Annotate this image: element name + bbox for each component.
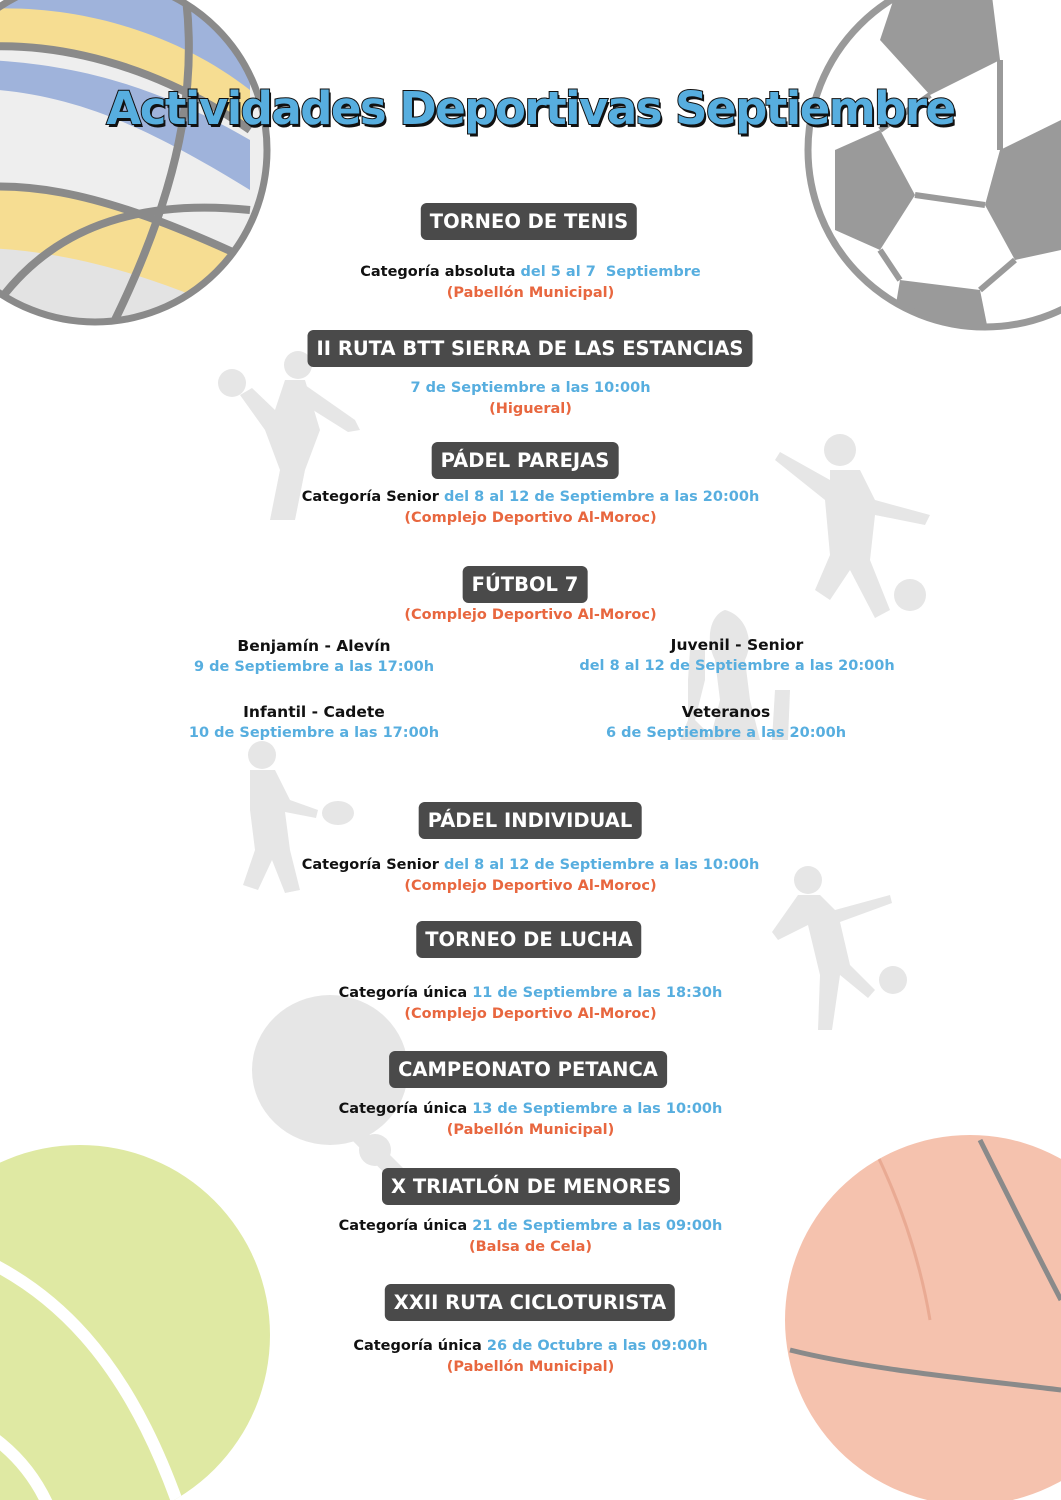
event-date: del 8 al 12 de Septiembre a las 20:00h <box>443 489 760 505</box>
event-place: (Higueral) <box>489 401 572 417</box>
event-category: Categoría única <box>338 985 468 1001</box>
futbol-group-infantil-cadete <box>189 703 439 741</box>
group-date: 10 de Septiembre a las 17:00h <box>188 725 440 741</box>
event-details <box>0 1338 1061 1354</box>
group-date: 9 de Septiembre a las 17:00h <box>193 659 435 675</box>
group-date: del 8 al 12 de Septiembre a las 20:00h <box>579 658 895 674</box>
event-details <box>0 264 1061 280</box>
event-category: Categoría única <box>353 1338 482 1354</box>
futbol-group-benjamin-alevin <box>194 637 434 675</box>
event-place: (Pabellón Municipal) <box>446 1122 615 1138</box>
tennis-ball-icon <box>0 1145 270 1500</box>
event-details <box>0 857 1061 873</box>
event-category: Categoría única <box>338 1101 468 1117</box>
event-title: X TRIATLÓN DE MENORES <box>382 1168 680 1205</box>
event-category: Categoría Senior <box>301 857 439 873</box>
event-title: PÁDEL INDIVIDUAL <box>419 802 642 839</box>
futbol-group-juvenil-senior <box>579 636 894 674</box>
event-place: (Complejo Deportivo Al-Moroc) <box>404 607 657 623</box>
event-date: 21 de Septiembre a las 09:00h <box>472 1218 723 1234</box>
event-date: 13 de Septiembre a las 10:00h <box>472 1101 723 1117</box>
event-category: Categoría única <box>338 1218 468 1234</box>
event-category: Categoría absoluta <box>360 264 516 280</box>
group-name: Veteranos <box>681 703 771 721</box>
event-details <box>0 1218 1061 1234</box>
event-place: (Complejo Deportivo Al-Moroc) <box>404 878 657 894</box>
event-place: (Complejo Deportivo Al-Moroc) <box>404 1006 657 1022</box>
event-title: CAMPEONATO PETANCA <box>389 1051 667 1088</box>
group-name: Juvenil - Senior <box>670 636 804 654</box>
event-date: 11 de Septiembre a las 18:30h <box>472 985 723 1001</box>
event-date: del 8 al 12 de Septiembre a las 10:00h <box>443 857 760 873</box>
event-title: TORNEO DE TENIS <box>421 203 637 240</box>
ping-pong-paddle-silhouette <box>252 995 410 1187</box>
page-title: Actividades Deportivas Septiembre <box>106 82 955 135</box>
event-title: XXII RUTA CICLOTURISTA <box>385 1284 675 1321</box>
event-place: (Pabellón Municipal) <box>446 1359 615 1375</box>
event-place: (Complejo Deportivo Al-Moroc) <box>404 510 657 526</box>
event-details <box>0 985 1061 1001</box>
soccer-player-silhouette <box>775 434 930 618</box>
group-date: 6 de Septiembre a las 20:00h <box>605 725 847 741</box>
group-name: Benjamín - Alevín <box>237 637 391 655</box>
event-place: (Pabellón Municipal) <box>446 285 615 301</box>
volleyball-icon <box>0 0 270 330</box>
event-date: 26 de Octubre a las 09:00h <box>486 1338 708 1354</box>
group-name: Infantil - Cadete <box>243 703 385 721</box>
futbol-group-veteranos <box>606 703 846 741</box>
event-title: FÚTBOL 7 <box>463 566 588 603</box>
event-title: TORNEO DE LUCHA <box>416 921 641 958</box>
event-place: (Balsa de Cela) <box>468 1239 593 1255</box>
basketball-icon <box>785 1135 1061 1500</box>
event-title: II RUTA BTT SIERRA DE LAS ESTANCIAS <box>308 330 753 367</box>
event-category: Categoría Senior <box>301 489 439 505</box>
event-details <box>0 1101 1061 1117</box>
event-title: PÁDEL PAREJAS <box>432 442 619 479</box>
event-date: 7 de Septiembre a las 10:00h <box>410 380 651 396</box>
event-date: del 5 al 7 Septiembre <box>520 264 701 280</box>
event-details <box>0 489 1061 505</box>
